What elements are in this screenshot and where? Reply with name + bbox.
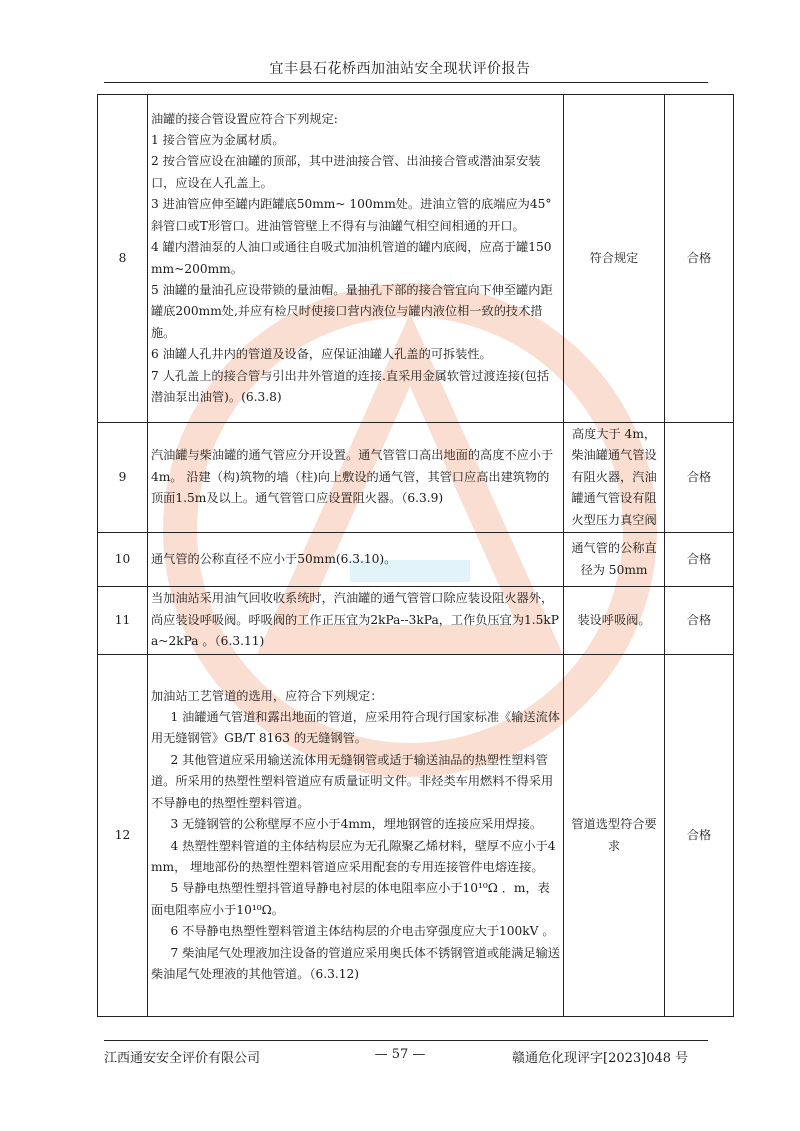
requirement-line: 6 不导静电热塑性塑料管道主体结构层的介电击穿强度应大于100kV 。 — [170, 924, 555, 939]
row-requirement — [148, 533, 564, 587]
row-number: 12 — [98, 655, 148, 1017]
requirement-line: 通气管的公称直径不应小于50mm(6.3.10)。 — [151, 551, 397, 566]
row-result: 高度大于 4m，柴油罐通气管设有阻火器，汽油罐通气管设有阻火型压力真空阀 — [564, 423, 665, 533]
row-number: 10 — [98, 533, 148, 587]
requirement-line: 4 热塑性塑料管道的主体结构层应为无孔隙聚乙烯材料，壁厚不应小于4mm， 埋地部份的热塑性塑料管道应采用配套的专用连接管件电熔连接。 — [151, 838, 556, 874]
requirement-line: 4 罐内潜油泵的人油口或通往自吸式加油机管道的罐内底阀，应高于罐150mm~200mm。 — [151, 240, 552, 276]
requirement-line: 7 人孔盖上的接合管与引出井外管道的连接.直采用金属软管过渡连接(包括潜油泵出油管)。(6.3.8) — [151, 368, 550, 404]
header-rule — [104, 82, 708, 83]
page-number: — 57 — — [374, 1047, 426, 1062]
row-conclusion: 合格 — [665, 655, 734, 1017]
row-number: 11 — [98, 587, 148, 655]
requirement-line: 1 接合管应为金属材质。 — [151, 133, 285, 148]
footer-doc-number: 赣通危化现评字[2023]048 号 — [512, 1051, 689, 1066]
row-requirement — [148, 95, 564, 423]
requirement-line: 3 无缝钢管的公称壁厚不应小于4mm，埋地钢管的连接应采用焊接。 — [170, 817, 543, 832]
requirement-line: 7 柴油尾气处理液加注设备的管道应采用奥氏体不锈钢管道或能满足输送柴油尾气处理液的其他管道。（6.3.12) — [151, 945, 560, 981]
requirement-line: 汽油罐与柴油罐的通气管应分开设置。通气管管口高出地面的高度不应小于 4m。 沿建（构)筑物的墙（柱)向上敷设的通气管，其管口应高出建筑物的顶面1.5m及以上。通气管管口应设置阻火器。（6.3.9) — [151, 448, 554, 506]
page-header-title: 宜丰县石花桥西加油站安全现状评价报告 — [269, 61, 531, 77]
table-row — [98, 95, 734, 423]
row-result: 装设呼吸阀。 — [564, 587, 665, 655]
row-conclusion: 合格 — [665, 587, 734, 655]
requirement-line: 2 按合管应设在油罐的顶部，其中进油接合管、出油接合管或潜油泵安装口，应设在人孔盖上。 — [151, 154, 541, 190]
row-conclusion: 合格 — [665, 533, 734, 587]
row-number: 9 — [98, 423, 148, 533]
table-row — [98, 533, 734, 587]
requirement-line: 6 油罐人孔井内的管道及设备，应保证油罐人孔盖的可拆装性。 — [151, 347, 492, 362]
row-requirement — [148, 587, 564, 655]
requirement-line: 1 油罐通气管道和露出地面的管道，应采用符合现行国家标准《输送流体用无缝钢管》GB/T 8163 的无缝钢管。 — [151, 710, 560, 746]
table-row — [98, 587, 734, 655]
row-requirement — [148, 655, 564, 1017]
requirement-line: 5 导静电热塑性塑抖管道导静电衬层的体电阻率应小于10¹⁰Ω ．m，表面电阻率应小于10¹⁰Ω。 — [151, 881, 550, 917]
row-number: 8 — [98, 95, 148, 423]
requirement-line: 2 其他管道应采用输送流体用无缝钢管或适于输送油品的热塑性塑料管道。所采用的热塑性塑料管道应有质量证明文件。非烃类车用燃料不得采用不导静电的热塑性塑料管道。 — [151, 752, 554, 810]
row-result: 符合规定 — [564, 95, 665, 423]
requirement-line: 油罐的接合管设置应符合下列规定: — [151, 111, 338, 126]
row-conclusion: 合格 — [665, 95, 734, 423]
row-result: 管道选型符合要求 — [564, 655, 665, 1017]
row-conclusion: 合格 — [665, 423, 734, 533]
requirement-line: 5 油罐的量油孔应设带锁的量油帽。量抽孔下部的接合管宜向下伸至罐内距罐底200mm处,并应有检尺时使接口营内液位与罐内液位相一致的技术措施。 — [151, 282, 553, 340]
footer-rule — [104, 1040, 708, 1041]
evaluation-table — [97, 94, 734, 1017]
row-result: 通气管的公称直径为 50mm — [564, 533, 665, 587]
row-requirement — [148, 423, 564, 533]
requirement-line: 当加油站采用油气回收收系统时，汽油罐的通气管管口除应装设阻火器外，尚应装设呼吸阀。呼吸阀的工作正压宜为2kPa--3kPa，工作负压宜为1.5kPa~2kPa 。（6.3.11) — [151, 591, 560, 649]
requirement-line: 3 进油管应伸至罐内距罐底50mm~ 100mm处。进油立管的底端应为45°斜管口或T形管口。进油管管壁上不得有与油罐气相空间相通的开口。 — [151, 197, 552, 233]
table-row — [98, 655, 734, 1017]
footer-company: 江西通安安全评价有限公司 — [104, 1051, 261, 1066]
requirement-line: 加油站工艺管道的选用，应符合下列规定： — [151, 688, 383, 703]
table-row — [98, 423, 734, 533]
